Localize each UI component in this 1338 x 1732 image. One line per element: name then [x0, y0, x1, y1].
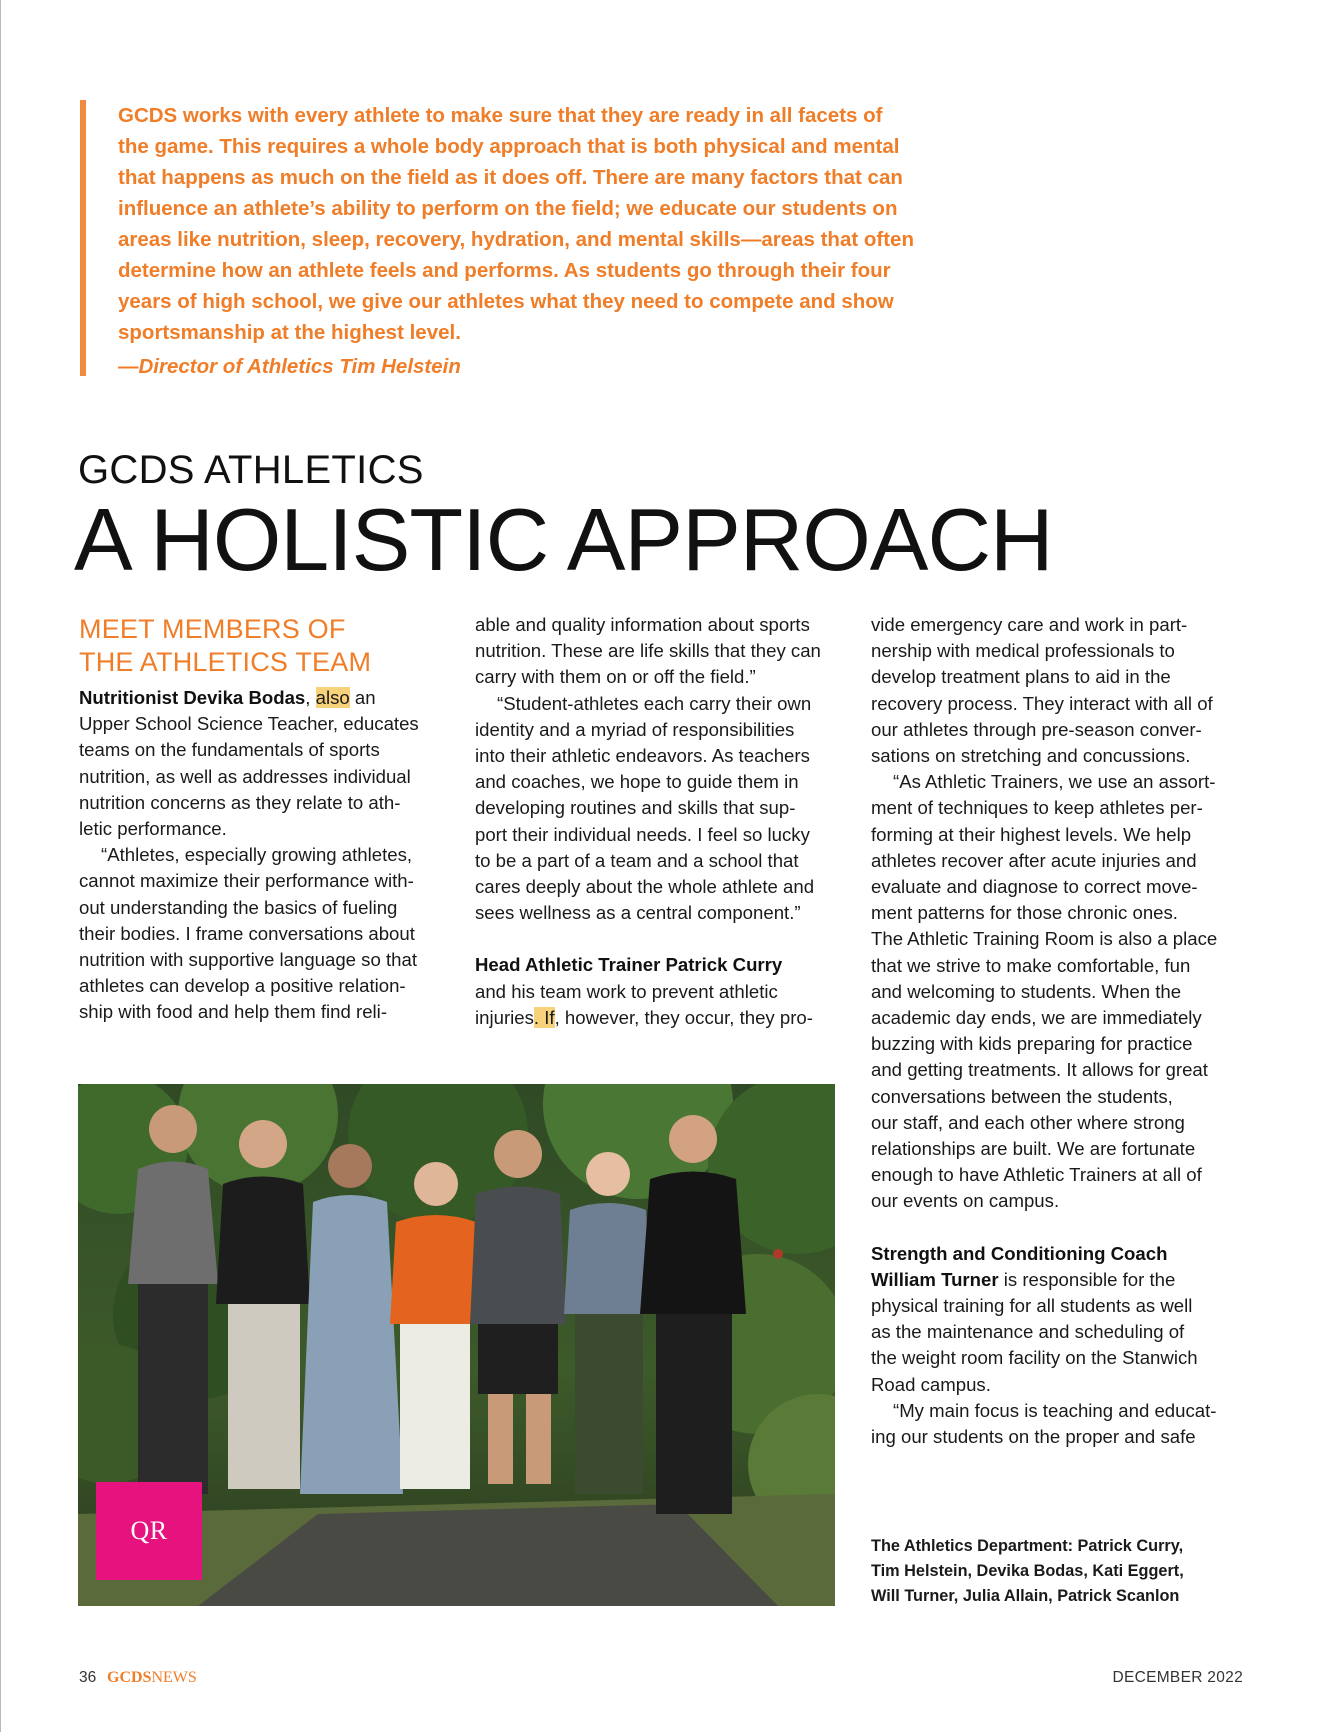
publication-logo [107, 1669, 197, 1687]
paragraph-line: the weight room facility on the Stanwich [871, 1347, 1198, 1369]
person-title: Strength and Conditioning Coach [871, 1242, 1168, 1264]
paragraph-line: sations on stretching and concussions. [871, 745, 1191, 767]
paragraph-line: relationships are built. We are fortunate [871, 1138, 1196, 1160]
paragraph-line: as the maintenance and scheduling of [871, 1321, 1185, 1343]
section-heading [79, 613, 459, 679]
paragraph-line: and welcoming to students. When the [871, 980, 1182, 1002]
issue-date: DECEMBER 2022 [1112, 1669, 1243, 1686]
paragraph-line: The Athletic Training Room is also a place [871, 928, 1218, 950]
paragraph-gap [475, 926, 847, 952]
pull-quote-line: GCDS works with every athlete to make sure that they are ready in all facets of [118, 104, 883, 127]
paragraph-line [871, 1267, 1243, 1293]
article-column-1 [79, 685, 451, 1026]
paragraph-line: cannot maximize their performance with- [79, 870, 414, 892]
paragraph-line: athletes can develop a positive relation- [79, 975, 406, 997]
paragraph-line: “My main focus is teaching and educat- [893, 1399, 1217, 1421]
caption-line: Tim Helstein, Devika Bodas, Kati Eggert, [871, 1562, 1184, 1580]
line-rest: an [349, 687, 376, 708]
paragraph-line: developing routines and skills that sup- [475, 797, 796, 819]
paragraph-line: ment of techniques to keep athletes per- [871, 797, 1203, 819]
qr-label: QR [130, 1516, 168, 1545]
paragraph-line: able and quality information about sports [475, 614, 810, 635]
paragraph-line [475, 1005, 847, 1031]
highlighted-word: . If [533, 1006, 555, 1028]
caption-line: The Athletics Department: Patrick Curry, [871, 1537, 1184, 1555]
paragraph-line: “Student-athletes each carry their own [497, 692, 812, 714]
paragraph-line: and getting treatments. It allows for great [871, 1059, 1208, 1081]
paragraph-line: our events on campus. [871, 1190, 1060, 1212]
pull-quote-line: influence an athlete’s ability to perform on the field; we educate our students on [118, 197, 898, 220]
pull-quote-line: sportsmanship at the highest level. [118, 321, 461, 344]
paragraph-line: nutrition with supportive language so that [79, 949, 418, 971]
paragraph-line: sees wellness as a central component.” [475, 902, 801, 924]
paragraph-line [475, 952, 847, 978]
paragraph-line: their bodies. I frame conversations about [79, 922, 415, 944]
paragraph-line: “As Athletic Trainers, we use an assort- [893, 771, 1216, 793]
paragraph-line: ship with food and help them find reli- [79, 1001, 388, 1023]
pull-quote-line: the game. This requires a whole body approach that is both physical and mental [118, 135, 900, 158]
paragraph-line: vide emergency care and work in part- [871, 614, 1188, 635]
paragraph-line: teams on the fundamentals of sports [79, 739, 380, 761]
paragraph-line: evaluate and diagnose to correct move- [871, 876, 1198, 898]
logo-rest: NEWS [151, 1669, 197, 1686]
paragraph-line: develop treatment plans to aid in the [871, 666, 1171, 688]
paragraph-line: and his team work to prevent athletic [475, 980, 778, 1002]
line-rest: is responsible for the [998, 1268, 1176, 1290]
pull-quote-text [118, 100, 948, 382]
paragraph-line: to be a part of a team and a school that [475, 849, 799, 871]
paragraph-line: ing our students on the proper and safe [871, 1426, 1196, 1448]
paragraph-line: out understanding the basics of fueling [79, 896, 398, 918]
paragraph-line: recovery process. They interact with all of [871, 692, 1213, 714]
paragraph-line: nutrition, as well as addresses individual [79, 765, 411, 787]
paragraph-line: academic day ends, we are immediately [871, 1007, 1202, 1029]
page-footer [79, 1669, 1243, 1691]
line-rest: , however, they occur, they pro- [554, 1006, 813, 1028]
paragraph-line: cares deeply about the whole athlete and [475, 876, 815, 898]
person-name: Nutritionist Devika Bodas [79, 687, 306, 708]
highlighted-word: also [315, 687, 350, 708]
paragraph-line: our athletes through pre-season conver- [871, 718, 1202, 740]
paragraph-line: buzzing with kids preparing for practice [871, 1033, 1193, 1055]
caption-line: Will Turner, Julia Allain, Patrick Scanlon [871, 1587, 1180, 1605]
paragraph-line: nutrition concerns as they relate to ath- [79, 791, 401, 813]
pull-quote-line: that happens as much on the field as it does off. There are many factors that can [118, 166, 903, 189]
page-number: 36 [79, 1669, 97, 1686]
paragraph-line: into their athletic endeavors. As teachers [475, 745, 810, 767]
paragraph-line: Road campus. [871, 1373, 991, 1395]
paragraph-line: nership with medical professionals to [871, 640, 1175, 662]
article-column-3 [871, 612, 1243, 1450]
paragraph-line: “Athletes, especially growing athletes, [101, 844, 413, 866]
line-start: injuries [475, 1006, 534, 1028]
section-kicker: GCDS ATHLETICS [78, 448, 424, 492]
pull-quote-line: determine how an athlete feels and performs. As students go through their four [118, 259, 891, 282]
paragraph-line: identity and a myriad of responsibilities [475, 718, 795, 740]
paragraph-line: that we strive to make comfortable, fun [871, 954, 1191, 976]
paragraph-line: physical training for all students as well [871, 1295, 1193, 1317]
paragraph-gap [871, 1215, 1243, 1241]
pull-quote-attribution: —Director of Athletics Tim Helstein [118, 355, 461, 378]
section-heading-line: THE ATHLETICS TEAM [79, 647, 372, 677]
page-edge-rule [0, 0, 1, 1732]
logo-bold: GCDS [107, 1669, 152, 1686]
paragraph-line: conversations between the students, [871, 1085, 1173, 1107]
person-name: William Turner [871, 1268, 999, 1290]
page-title: A HOLISTIC APPROACH [74, 490, 1053, 589]
paragraph-line: Upper School Science Teacher, educates [79, 713, 419, 735]
article-column-2 [475, 612, 847, 1031]
section-heading-line: MEET MEMBERS OF [79, 614, 346, 644]
paragraph-line: port their individual needs. I feel so lucky [475, 823, 810, 845]
photo-caption [871, 1534, 1251, 1609]
person-name: Head Athletic Trainer Patrick Curry [475, 954, 783, 976]
paragraph-line: athletes recover after acute injuries and [871, 849, 1197, 871]
pull-quote-bar [80, 100, 86, 376]
paragraph-line: our staff, and each other where strong [871, 1111, 1185, 1133]
paragraph-line: and coaches, we hope to guide them in [475, 771, 799, 793]
paragraph-line: ment patterns for those chronic ones. [871, 902, 1178, 924]
qr-code-badge[interactable] [96, 1482, 202, 1580]
paragraph-line: letic performance. [79, 818, 227, 840]
pull-quote-line: areas like nutrition, sleep, recovery, hydration, and mental skills—areas that often [118, 228, 914, 251]
paragraph-line: nutrition. These are life skills that they can [475, 640, 821, 662]
paragraph-line [79, 685, 451, 711]
paragraph-line: forming at their highest levels. We help [871, 823, 1192, 845]
paragraph-line [871, 1241, 1243, 1267]
comma: , [305, 687, 311, 708]
pull-quote-line: years of high school, we give our athletes what they need to compete and show [118, 290, 894, 313]
paragraph-line: enough to have Athletic Trainers at all of [871, 1164, 1202, 1186]
paragraph-line: carry with them on or off the field.” [475, 666, 756, 688]
